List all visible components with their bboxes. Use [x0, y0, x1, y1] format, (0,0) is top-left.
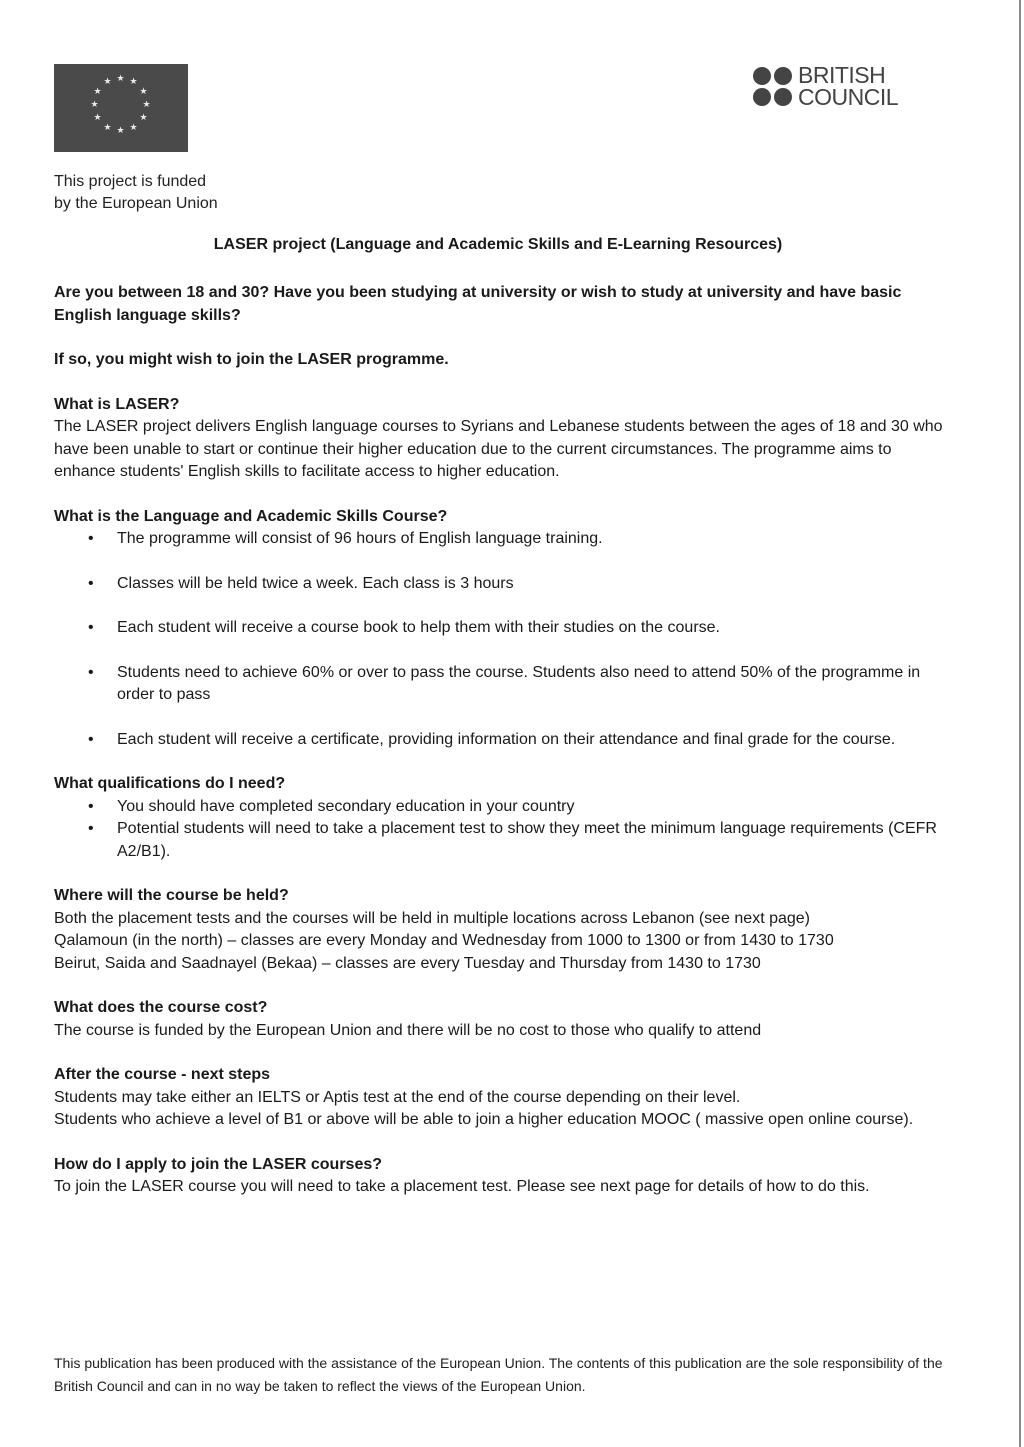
logo-line-1: BRITISH — [798, 62, 886, 88]
page-edge-line — [1019, 0, 1021, 1447]
section-line: Qalamoun (in the north) – classes are every Monday and Wednesday from 1000 to 1300 or from 1430 to 1730 — [54, 932, 834, 949]
intro-question: Are you between 18 and 30? Have you been studying at university or wish to study at university and have basic English language skills? — [54, 284, 902, 324]
section-line: Students who achieve a level of B1 or above will be able to join a higher education MOOC ( massive open online course). — [54, 1111, 914, 1128]
section-heading: Where will the course be held? — [54, 887, 289, 904]
section-what-is-laser — [54, 394, 944, 484]
section-line: Students may take either an IELTS or Aptis test at the end of the course depending on their level. — [54, 1088, 741, 1106]
list-item: • You should have completed secondary education in your country — [117, 796, 944, 819]
section-cost — [54, 997, 944, 1042]
eu-disclaimer: This publication has been produced with the assistance of the European Union. The contents of this publication are the sole responsibility of the British Council and can in no way be taken to reflect the views of the European Union. — [54, 1355, 943, 1394]
section-apply — [54, 1154, 944, 1199]
section-line: Beirut, Saida and Saadnayel (Bekaa) – classes are every Tuesday and Thursday from 1430 to 1730 — [54, 954, 761, 972]
section-where — [54, 885, 944, 975]
star-icon: ★ — [93, 112, 102, 122]
star-icon: ★ — [103, 122, 112, 132]
star-icon: ★ — [90, 99, 99, 109]
star-icon: ★ — [116, 73, 125, 83]
logo-wordmark — [798, 64, 898, 108]
section-heading: How do I apply to join the LASER courses? — [54, 1155, 383, 1173]
section-heading: What is LASER? — [54, 395, 180, 413]
star-icon: ★ — [116, 125, 125, 135]
star-icon: ★ — [93, 86, 102, 96]
british-council-logo — [753, 64, 898, 108]
section-body: The course is funded by the European Union and there will be no cost to those who qualify to attend — [54, 1021, 762, 1039]
eu-flag-icon — [54, 64, 188, 152]
star-icon: ★ — [139, 86, 148, 96]
list-item: • Potential students will need to take a placement test to show they meet the minimum language requirements (CEFR A2/B1). — [117, 818, 944, 863]
section-line: Both the placement tests and the courses will be held in multiple locations across Lebanon (see next page) — [54, 909, 810, 927]
list-item: • Students need to achieve 60% or over to pass the course. Students also need to attend 50% of the programme in order to pass — [117, 662, 944, 707]
eu-funding-note — [54, 171, 218, 215]
document-body — [54, 282, 944, 1221]
section-qualifications — [54, 773, 944, 863]
list-item: • Each student will receive a certificate, providing information on their attendance and final grade for the course. — [117, 729, 944, 752]
logo-line-2: COUNCIL — [798, 84, 899, 110]
document-title: LASER project (Language and Academic Skills and E-Learning Resources) — [213, 236, 783, 253]
funded-line-2: by the European Union — [54, 195, 218, 212]
list-item: • The programme will consist of 96 hours of English language training. — [117, 528, 944, 551]
section-heading: After the course - next steps — [54, 1066, 271, 1083]
star-icon: ★ — [103, 76, 112, 86]
star-icon: ★ — [142, 99, 151, 109]
section-heading: What is the Language and Academic Skills Course? — [54, 507, 448, 525]
star-icon: ★ — [129, 122, 138, 132]
list-item: • Each student will receive a course book to help them with their studies on the course. — [117, 617, 944, 640]
course-bullet-list — [54, 528, 944, 751]
section-heading: What qualifications do I need? — [54, 775, 286, 792]
intro-invite: If so, you might wish to join the LASER programme. — [54, 351, 449, 368]
qualifications-bullet-list — [54, 796, 944, 864]
section-body: The LASER project delivers English language courses to Syrians and Lebanese students between the ages of 18 and 30 who have been unable to start or continue their higher education due to the current circumstances. The programme aims to enhance students' English skills to facilitate access to higher education. — [54, 418, 943, 480]
funded-line-1: This project is funded — [54, 173, 207, 190]
section-after-course — [54, 1064, 944, 1132]
british-council-dots-icon — [753, 67, 792, 106]
list-item: • Classes will be held twice a week. Each class is 3 hours — [117, 573, 944, 596]
section-course — [54, 506, 944, 752]
star-icon: ★ — [129, 76, 138, 86]
star-icon: ★ — [139, 112, 148, 122]
section-heading: What does the course cost? — [54, 999, 268, 1016]
section-body: To join the LASER course you will need to take a placement test. Please see next page for details of how to do this. — [54, 1178, 870, 1195]
